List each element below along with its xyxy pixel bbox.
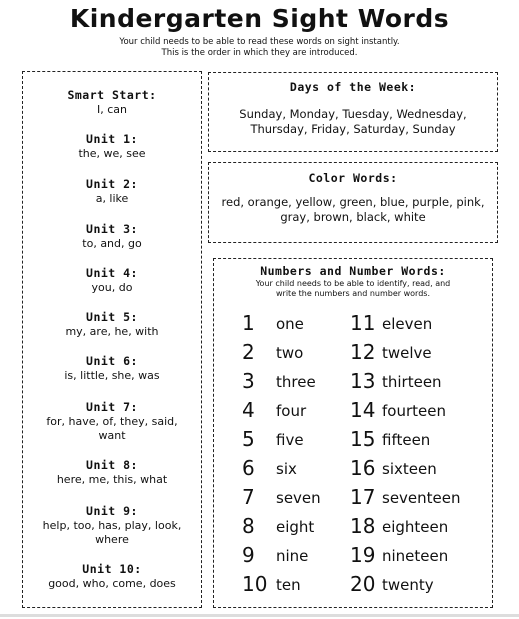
number-word: four [276, 402, 307, 420]
numbers-box [213, 258, 493, 608]
unit-words: my, are, he, with [65, 325, 159, 338]
number-numeral: 10 [242, 572, 268, 596]
bottom-rule [0, 614, 519, 617]
unit-heading: Unit 3: [86, 222, 138, 236]
page-title: Kindergarten Sight Words [69, 4, 450, 33]
colors-line-2: gray, brown, black, white [280, 210, 426, 224]
number-word: seven [276, 489, 321, 507]
number-word: thirteen [382, 373, 442, 391]
unit-block [23, 310, 201, 339]
number-numeral: 17 [350, 485, 376, 509]
unit-words: is, little, she, was [64, 369, 160, 382]
unit-words: the, we, see [78, 147, 146, 160]
colors-heading: Color Words: [308, 171, 398, 185]
number-word: three [276, 373, 316, 391]
unit-block [23, 504, 201, 547]
unit-words: to, and, go [82, 237, 142, 250]
unit-block [23, 222, 201, 251]
unit-words: for, have, of, they, said, [46, 415, 178, 428]
unit-block [23, 354, 201, 383]
number-numeral: 7 [242, 485, 255, 509]
unit-words: I, can [97, 103, 127, 116]
unit-heading: Unit 6: [86, 354, 138, 368]
number-numeral: 19 [350, 543, 376, 567]
unit-words: help, too, has, play, look, [42, 519, 182, 532]
numbers-heading: Numbers and Number Words: [260, 264, 446, 278]
number-numeral: 6 [242, 456, 255, 480]
unit-heading: Unit 7: [86, 400, 138, 414]
unit-heading: Unit 8: [86, 458, 138, 472]
number-numeral: 20 [350, 572, 376, 596]
number-word: ten [276, 576, 301, 594]
number-numeral: 14 [350, 398, 376, 422]
number-numeral: 2 [242, 340, 255, 364]
unit-heading: Unit 10: [82, 562, 142, 576]
number-word: twelve [382, 344, 432, 362]
number-numeral: 9 [242, 543, 255, 567]
number-word: sixteen [382, 460, 437, 478]
number-word: six [276, 460, 297, 478]
subtitle-line-1: Your child needs to be able to read these words on sight instantly. [119, 37, 400, 47]
number-numeral: 8 [242, 514, 255, 538]
unit-words-continued: want [98, 429, 126, 442]
unit-words: here, me, this, what [56, 473, 168, 486]
unit-block [23, 266, 201, 295]
colors-line-1: red, orange, yellow, green, blue, purple, pink, [221, 195, 485, 209]
number-numeral: 12 [350, 340, 376, 364]
days-line-1: Sunday, Monday, Tuesday, Wednesday, [239, 107, 467, 121]
number-word: twenty [382, 576, 434, 594]
unit-words: a, like [95, 192, 129, 205]
number-word: nine [276, 547, 309, 565]
number-word: seventeen [382, 489, 461, 507]
unit-heading: Unit 9: [86, 504, 138, 518]
number-numeral: 4 [242, 398, 255, 422]
number-numeral: 13 [350, 369, 376, 393]
number-word: eighteen [382, 518, 449, 536]
units-box [22, 71, 202, 608]
unit-heading: Smart Start: [67, 88, 157, 102]
days-box [208, 72, 498, 152]
number-word: fourteen [382, 402, 446, 420]
number-word: nineteen [382, 547, 449, 565]
colors-box [208, 162, 498, 243]
numbers-note-2: write the numbers and number words. [276, 289, 430, 298]
unit-words: good, who, come, does [48, 577, 176, 590]
unit-block [23, 400, 201, 443]
unit-block [23, 177, 201, 206]
unit-words: you, do [91, 281, 133, 294]
unit-block [23, 562, 201, 591]
number-numeral: 1 [242, 311, 255, 335]
unit-heading: Unit 4: [86, 266, 138, 280]
unit-block [23, 458, 201, 487]
numbers-note-1: Your child needs to be able to identify, read, and [255, 279, 451, 288]
subtitle-line-2: This is the order in which they are introduced. [161, 48, 358, 58]
unit-heading: Unit 1: [86, 132, 138, 146]
number-numeral: 3 [242, 369, 255, 393]
number-word: two [276, 344, 304, 362]
number-word: five [276, 431, 304, 449]
number-word: fifteen [382, 431, 431, 449]
number-word: eight [276, 518, 315, 536]
number-numeral: 15 [350, 427, 376, 451]
unit-block [23, 132, 201, 161]
number-numeral: 5 [242, 427, 255, 451]
number-numeral: 16 [350, 456, 376, 480]
number-word: one [276, 315, 304, 333]
unit-block [23, 88, 201, 117]
number-numeral: 18 [350, 514, 376, 538]
number-word: eleven [382, 315, 433, 333]
unit-heading: Unit 5: [86, 310, 138, 324]
number-numeral: 11 [350, 311, 376, 335]
unit-heading: Unit 2: [86, 177, 138, 191]
days-line-2: Thursday, Friday, Saturday, Sunday [250, 122, 456, 136]
days-heading: Days of the Week: [289, 80, 417, 94]
unit-words-continued: where [95, 533, 129, 546]
